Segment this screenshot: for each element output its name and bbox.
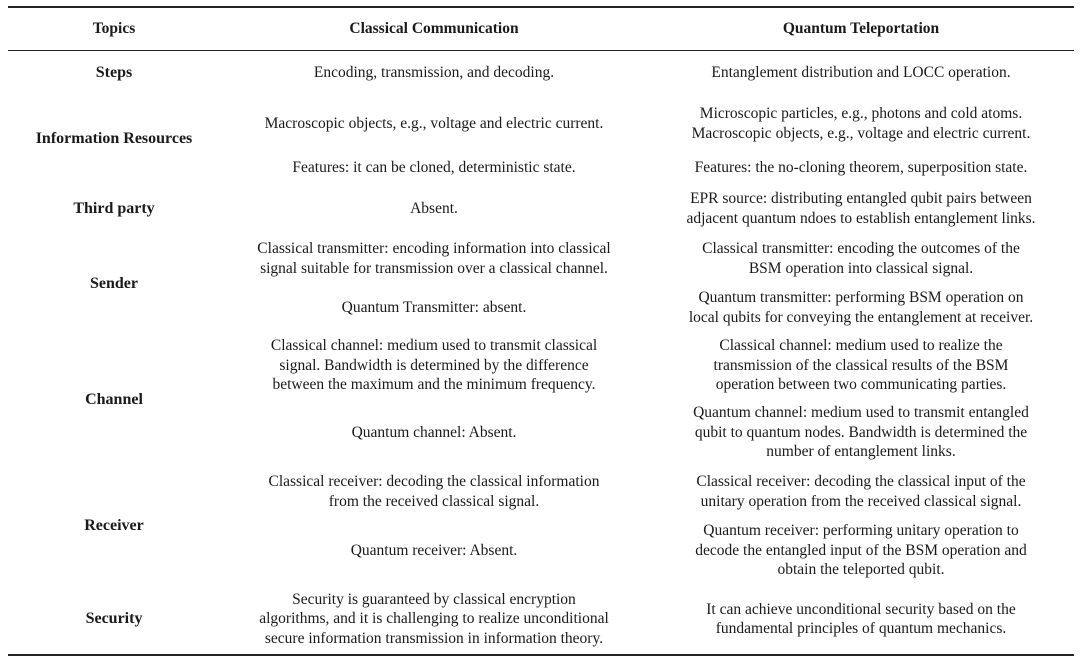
table-row xyxy=(8,333,1074,399)
info-features-quantum: Features: the no-cloning theorem, superposition state. xyxy=(694,158,1028,176)
channel-quantum-classical: Classical channel: medium used to realize the transmission of the classical results of the BSM operation between two communicating parties. xyxy=(713,337,1009,394)
steps-classical: Encoding, transmission, and decoding. xyxy=(313,64,555,81)
comparison-table-container xyxy=(8,6,1074,656)
info-resources-classical: Macroscopic objects, e.g., voltage and electric current. xyxy=(264,114,604,132)
receiver-classical-classical: Classical receiver: decoding the classical information from the received classical signal. xyxy=(268,473,600,510)
channel-classical-classical: Classical channel: medium used to transmit classical signal. Bandwidth is determined by the difference between the maximum and the minimum frequency. xyxy=(270,337,598,394)
info-features-classical: Features: it can be cloned, deterministic state. xyxy=(292,158,576,176)
table-row xyxy=(8,585,1074,655)
sender-classical-transmitter: Classical transmitter: encoding information into classical signal suitable for transmission over a classical channel. xyxy=(257,240,611,277)
topic-security: Security xyxy=(85,610,143,628)
third-party-classical: Absent. xyxy=(410,199,458,217)
topic-sender: Sender xyxy=(90,274,138,292)
security-classical: Security is guaranteed by classical encryption algorithms, and it is challenging to realize unconditional secure information transmission in information theory. xyxy=(259,590,609,647)
topic-information-resources: Information Resources xyxy=(35,129,193,147)
sender-quantum-classical-transmitter: Classical transmitter: encoding the outcomes of the BSM operation into classical signal. xyxy=(702,240,1020,277)
table-row xyxy=(8,235,1074,283)
topic-third-party: Third party xyxy=(73,199,155,217)
topic-steps: Steps xyxy=(95,64,133,81)
receiver-quantum-quantum: Quantum receiver: performing unitary operation to decode the entangled input of the BSM operation and obtain the teleported qubit. xyxy=(695,522,1027,579)
header-classical-communication: Classical Communication xyxy=(220,7,648,51)
sender-classical-quantum-transmitter: Quantum Transmitter: absent. xyxy=(341,298,527,316)
topic-receiver: Receiver xyxy=(84,516,144,534)
receiver-classical-quantum: Quantum receiver: Absent. xyxy=(350,541,518,559)
table-row xyxy=(8,183,1074,235)
steps-quantum: Entanglement distribution and LOCC operation. xyxy=(711,64,1011,81)
channel-classical-quantum: Quantum channel: Absent. xyxy=(351,423,517,441)
comparison-table xyxy=(8,6,1074,656)
header-quantum-teleportation: Quantum Teleportation xyxy=(648,7,1074,51)
topic-channel: Channel xyxy=(85,390,143,408)
header-row xyxy=(8,7,1074,51)
table-row xyxy=(8,51,1074,95)
channel-quantum-quantum: Quantum channel: medium used to transmit entangled qubit to quantum nodes. Bandwidth is determined the number of entanglement links. xyxy=(693,404,1029,461)
receiver-quantum-classical: Classical receiver: decoding the classical input of the unitary operation from the received classical signal. xyxy=(696,473,1026,510)
info-resources-quantum: Microscopic particles, e.g., photons and cold atoms. Macroscopic objects, e.g., voltage and electric current. xyxy=(691,105,1031,142)
header-topics: Topics xyxy=(8,7,220,51)
table-row xyxy=(8,467,1074,517)
sender-quantum-transmitter: Quantum transmitter: performing BSM operation on local qubits for conveying the entanglement at receiver. xyxy=(688,289,1034,326)
third-party-quantum: EPR source: distributing entangled qubit pairs between adjacent quantum ndoes to establish entanglement links. xyxy=(686,190,1036,227)
security-quantum: It can achieve unconditional security based on the fundamental principles of quantum mechanics. xyxy=(706,600,1016,637)
table-row xyxy=(8,95,1074,153)
